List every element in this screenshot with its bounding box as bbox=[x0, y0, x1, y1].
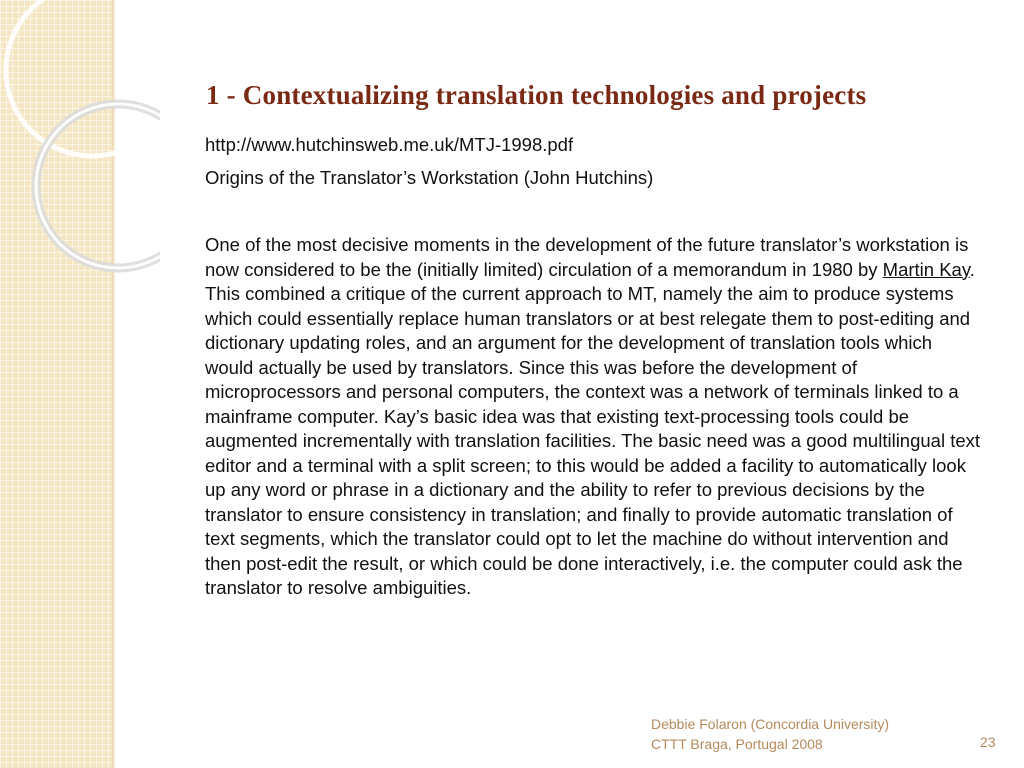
decorative-circle-grey bbox=[36, 104, 160, 268]
footer bbox=[651, 714, 889, 754]
body-paragraph bbox=[205, 233, 985, 601]
footer-event: CTTT Braga, Portugal 2008 bbox=[651, 736, 823, 752]
source-url: http://www.hutchinsweb.me.uk/MTJ-1998.pdf bbox=[205, 134, 574, 155]
decorative-circle-large bbox=[6, 0, 160, 156]
footer-author: Debbie Folaron (Concordia University) bbox=[651, 716, 890, 732]
decorative-circles bbox=[0, 0, 160, 300]
martin-kay-link[interactable]: Martin Kay bbox=[882, 258, 970, 280]
paragraph-text-end: . This combined a critique of the current approach to MT, namely the aim to produce systems which could essentially replace human translators or at best relegate them to post-editing and dictionary updating roles, and an argument for the development of translation tools which would actually be used by translators. Since this was before the development of microprocessors and personal computers, the context was a network of terminals linked to a mainframe computer. Kay’s basic idea was that existing text-processing tools could be augmented incrementally with translation facilities. The basic need was a good multilingual text editor and a terminal with a split screen; to this would be added a facility to automatically look up any word or phrase in a dictionary and the ability to refer to previous decisions by the translator to ensure consistency in translation; and finally to provide automatic translation of text segments, which the translator could opt to let the machine do without intervention and then post-edit the result, or which could be done interactively, i.e. the computer could ask the translator to resolve ambiguities. bbox=[205, 258, 981, 598]
slide-title: 1 - Contextualizing translation technologies and projects bbox=[206, 80, 867, 110]
page-number: 23 bbox=[980, 734, 996, 750]
paragraph-text-start: One of the most decisive moments in the development of the future translator’s workstation is now considered to be the (initially limited) circulation of a memorandum in 1980 by bbox=[205, 234, 969, 280]
source-reference: Origins of the Translator’s Workstation (John Hutchins) bbox=[205, 167, 654, 188]
